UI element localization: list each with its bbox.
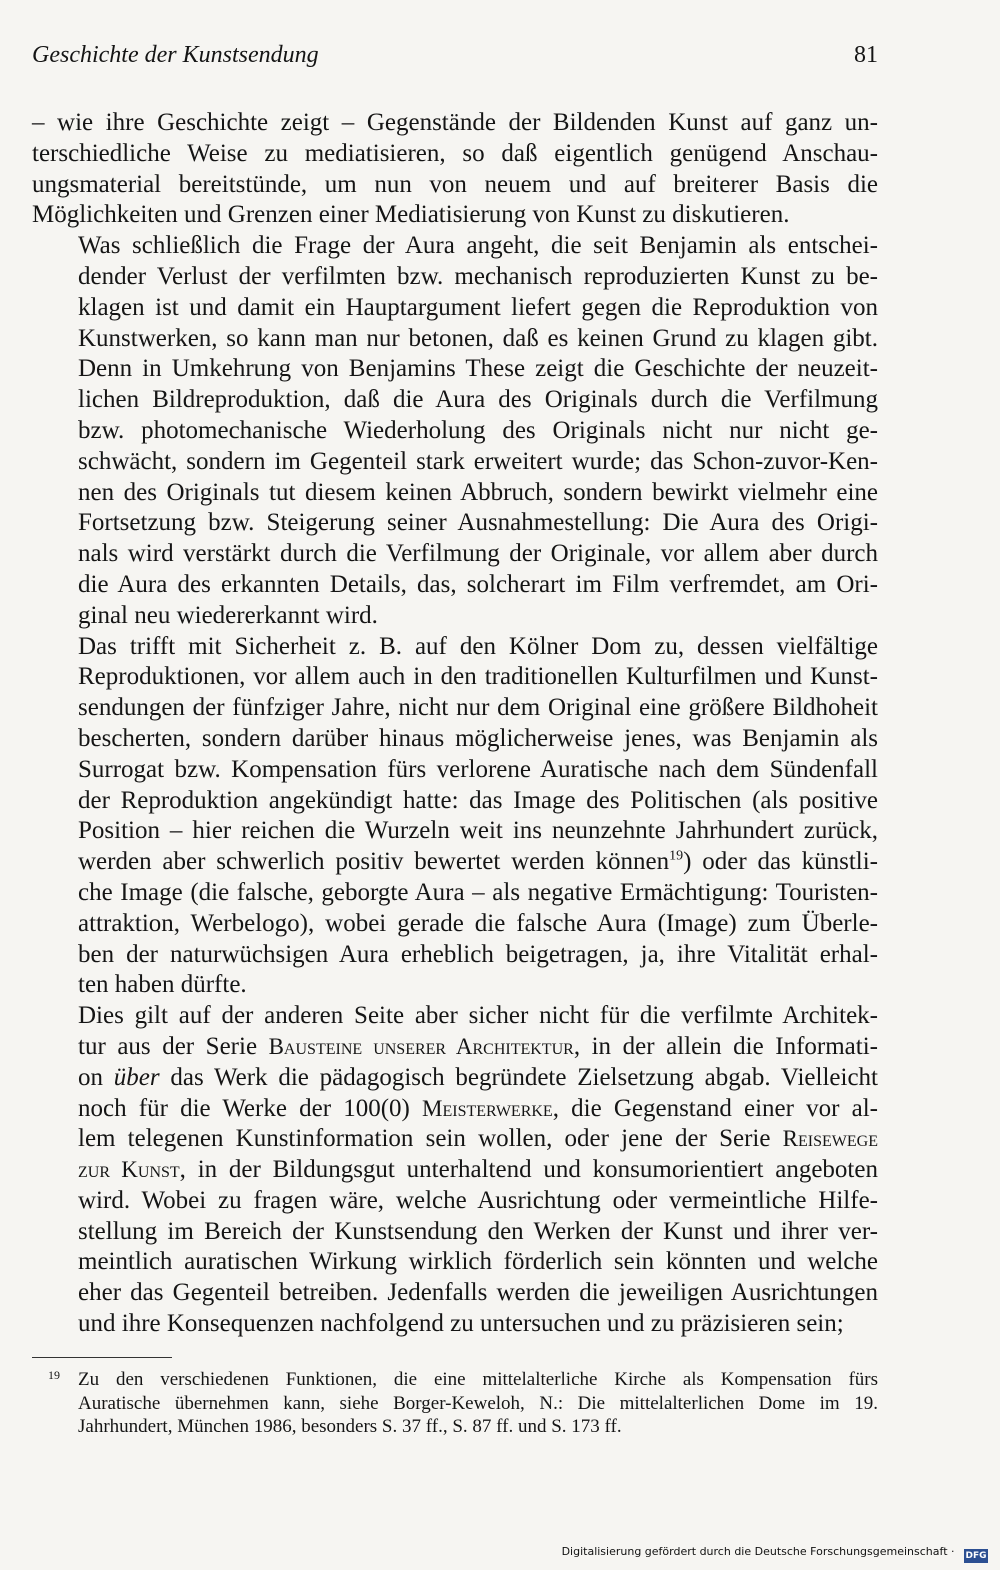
text-segment: Denn in Umkehrung von Benjamins These zeigt die Geschichte der neuzeit- xyxy=(78,355,878,383)
text-line xyxy=(32,1278,878,1309)
dfg-logo: DFG xyxy=(965,1551,987,1561)
text-segment: Möglichkeiten und Grenzen einer Mediatisierung von Kunst zu diskutieren. xyxy=(32,201,790,229)
paragraph xyxy=(32,632,878,1002)
text-line xyxy=(32,1063,878,1094)
text-segment: klagen ist und damit ein Hauptargument liefert gegen die Reproduktion von xyxy=(78,293,878,321)
text-line xyxy=(32,724,878,755)
main-text xyxy=(32,108,878,1340)
text-line xyxy=(32,816,878,847)
text-segment: die Aura des erkannten Details, das, solcherart im Film verfremdet, am Ori- xyxy=(78,570,878,598)
footnote-number: 19 xyxy=(48,1368,60,1382)
text-segment: ten haben dürfte. xyxy=(78,971,247,999)
text-line xyxy=(32,231,878,262)
text-line xyxy=(32,1186,878,1217)
text-line xyxy=(32,108,878,139)
text-segment: der Reproduktion angekündigt hatte: das Image des Politischen (als positive xyxy=(78,786,878,814)
text-line xyxy=(32,1155,878,1186)
text-segment: Reproduktionen, vor allem auch in den traditionellen Kulturfilmen und Kunst- xyxy=(78,663,878,691)
text-line xyxy=(32,693,878,724)
text-segment: ginal neu wiedererkannt wird. xyxy=(78,601,378,629)
text-line xyxy=(32,1094,878,1125)
text-segment: che Image (die falsche, geborgte Aura – als negative Ermächtigung: Touristen- xyxy=(78,878,878,906)
digitization-text: Digitalisierung gefördert durch die Deutsche Forschungsgemeinschaft · xyxy=(561,1545,955,1558)
text-segment: Position – hier reichen die Wurzeln weit ins neunzehnte Jahrhundert zurück, xyxy=(78,817,878,845)
text-segment: ungsmaterial bereitstünde, um nun von neuem und auf breiterer Basis die xyxy=(32,170,878,198)
series-title: Reisewege xyxy=(782,1126,878,1152)
text-line xyxy=(32,539,878,570)
footnote-line: Jahrhundert, München 1986, besonders S. 37 ff., S. 87 ff. und S. 173 ff. xyxy=(78,1416,622,1437)
text-segment: , in der allein die Informati- xyxy=(573,1032,878,1060)
text-line xyxy=(32,324,878,355)
text-line xyxy=(32,1032,878,1063)
text-line xyxy=(32,478,878,509)
text-segment: nen des Originals tut diesem keinen Abbruch, sondern bewirkt vielmehr eine xyxy=(78,478,878,506)
digitization-note xyxy=(562,1542,988,1562)
text-line xyxy=(32,970,878,1001)
footnote-reference: 19 xyxy=(669,848,684,864)
paragraph xyxy=(32,108,878,231)
text-line xyxy=(32,1124,878,1155)
footnote-line: Auratische übernehmen kann, siehe Borger-Keweloh, N.: Die mittelalterlichen Dome im 19. xyxy=(78,1392,878,1414)
series-title: Bausteine unserer Architektur xyxy=(268,1033,574,1059)
text-line xyxy=(32,416,878,447)
text-line xyxy=(32,200,878,231)
text-segment: ) oder das künstli- xyxy=(683,848,878,876)
text-line xyxy=(32,570,878,601)
page-number: 81 xyxy=(854,42,878,68)
text-segment: und ihre Konsequenzen nachfolgend zu untersuchen und zu präzisieren sein; xyxy=(78,1310,844,1338)
text-line xyxy=(32,170,878,201)
text-line xyxy=(32,293,878,324)
text-segment: , die Gegenstand einer vor al- xyxy=(552,1094,878,1122)
running-title: Geschichte der Kunstsendung xyxy=(32,42,319,68)
text-segment: terschiedliche Weise zu mediatisieren, so daß eigentlich genügend Anschau- xyxy=(32,139,878,167)
text-segment: Kunstwerken, so kann man nur betonen, daß es keinen Grund zu klagen gibt. xyxy=(78,324,878,352)
text-line xyxy=(32,632,878,663)
text-line xyxy=(32,878,878,909)
text-line xyxy=(32,940,878,971)
text-segment: lichen Bildreproduktion, daß die Aura des Originals durch die Verfilmung xyxy=(78,386,878,414)
text-segment: tur aus der Serie xyxy=(78,1032,269,1060)
text-line xyxy=(32,354,878,385)
paragraph xyxy=(32,231,878,631)
text-segment: on xyxy=(78,1063,114,1091)
footnote-text xyxy=(78,1368,878,1439)
text-line xyxy=(32,1001,878,1032)
text-segment: das Werk die pädagogisch begründete Zielsetzung abgab. Vielleicht xyxy=(159,1063,878,1091)
text-segment: Was schließlich die Frage der Aura angeht, die seit Benjamin als entschei- xyxy=(78,232,878,260)
emphasis: über xyxy=(113,1063,160,1091)
series-title: Meisterwerke xyxy=(422,1095,553,1121)
text-segment: ben der naturwüchsigen Aura erheblich beigetragen, ja, ihre Vitalität erhal- xyxy=(78,940,878,968)
text-segment: wird. Wobei zu fragen wäre, welche Ausrichtung oder vermeintliche Hilfe- xyxy=(78,1186,878,1214)
text-segment: Fortsetzung bzw. Steigerung seiner Ausnahmestellung: Die Aura des Origi- xyxy=(78,509,878,537)
text-segment: nals wird verstärkt durch die Verfilmung der Originale, vor allem aber durch xyxy=(78,540,878,568)
text-segment: sendungen der fünfziger Jahre, nicht nur dem Original eine größere Bildhoheit xyxy=(78,694,878,722)
text-segment: , in der Bildungsgut unterhaltend und konsumorientiert angeboten xyxy=(179,1156,878,1184)
text-segment: schwächt, sondern im Gegenteil stark erweitert wurde; das Schon-zuvor-Ken- xyxy=(78,447,878,475)
text-line xyxy=(32,786,878,817)
text-line xyxy=(32,508,878,539)
text-line xyxy=(32,909,878,940)
text-segment: Dies gilt auf der anderen Seite aber sicher nicht für die verfilmte Architek- xyxy=(78,1002,878,1030)
text-line xyxy=(32,262,878,293)
text-segment: Das trifft mit Sicherheit z. B. auf den Kölner Dom zu, dessen vielfältige xyxy=(78,632,878,660)
text-line xyxy=(32,662,878,693)
series-title: zur Kunst xyxy=(78,1157,180,1183)
text-line xyxy=(32,1247,878,1278)
text-segment: attraktion, Werbelogo), wobei gerade die falsche Aura (Image) zum Überle- xyxy=(78,909,878,937)
text-line xyxy=(32,385,878,416)
text-segment: meintlich auratischen Wirkung wirklich förderlich sein könnten und welche xyxy=(78,1248,878,1276)
footnote-divider xyxy=(32,1357,172,1358)
text-segment: – wie ihre Geschichte zeigt – Gegenstände der Bildenden Kunst auf ganz un- xyxy=(32,109,878,136)
text-segment: noch für die Werke der 100(0) xyxy=(78,1094,423,1122)
text-line xyxy=(32,1309,878,1340)
text-line xyxy=(32,601,878,632)
text-segment: Surrogat bzw. Kompensation fürs verlorene Auratische nach dem Sündenfall xyxy=(78,755,878,783)
text-segment: lem telegenen Kunstinformation sein wollen, oder jene der Serie xyxy=(78,1125,783,1153)
text-segment: stellung im Bereich der Kunstsendung den Werken der Kunst und ihrer ver- xyxy=(78,1217,878,1245)
text-segment: bescherten, sondern darüber hinaus möglicherweise jenes, was Benjamin als xyxy=(78,724,878,752)
footnote-line: Zu den verschiedenen Funktionen, die eine mittelalterliche Kirche als Kompensation fürs xyxy=(78,1369,878,1390)
text-segment: dender Verlust der verfilmten bzw. mechanisch reproduzierten Kunst zu be- xyxy=(78,262,878,290)
text-line xyxy=(32,755,878,786)
text-line xyxy=(32,847,878,878)
text-segment: werden aber schwerlich positiv bewertet werden können xyxy=(78,848,670,876)
paragraph xyxy=(32,1001,878,1340)
page-header xyxy=(32,38,878,72)
text-line xyxy=(32,1217,878,1248)
text-line xyxy=(32,447,878,478)
text-segment: eher das Gegenteil betreiben. Jedenfalls werden die jeweiligen Ausrichtungen xyxy=(78,1279,878,1307)
text-line xyxy=(32,139,878,170)
text-segment: bzw. photomechanische Wiederholung des Originals nicht nur nicht ge- xyxy=(78,416,878,444)
